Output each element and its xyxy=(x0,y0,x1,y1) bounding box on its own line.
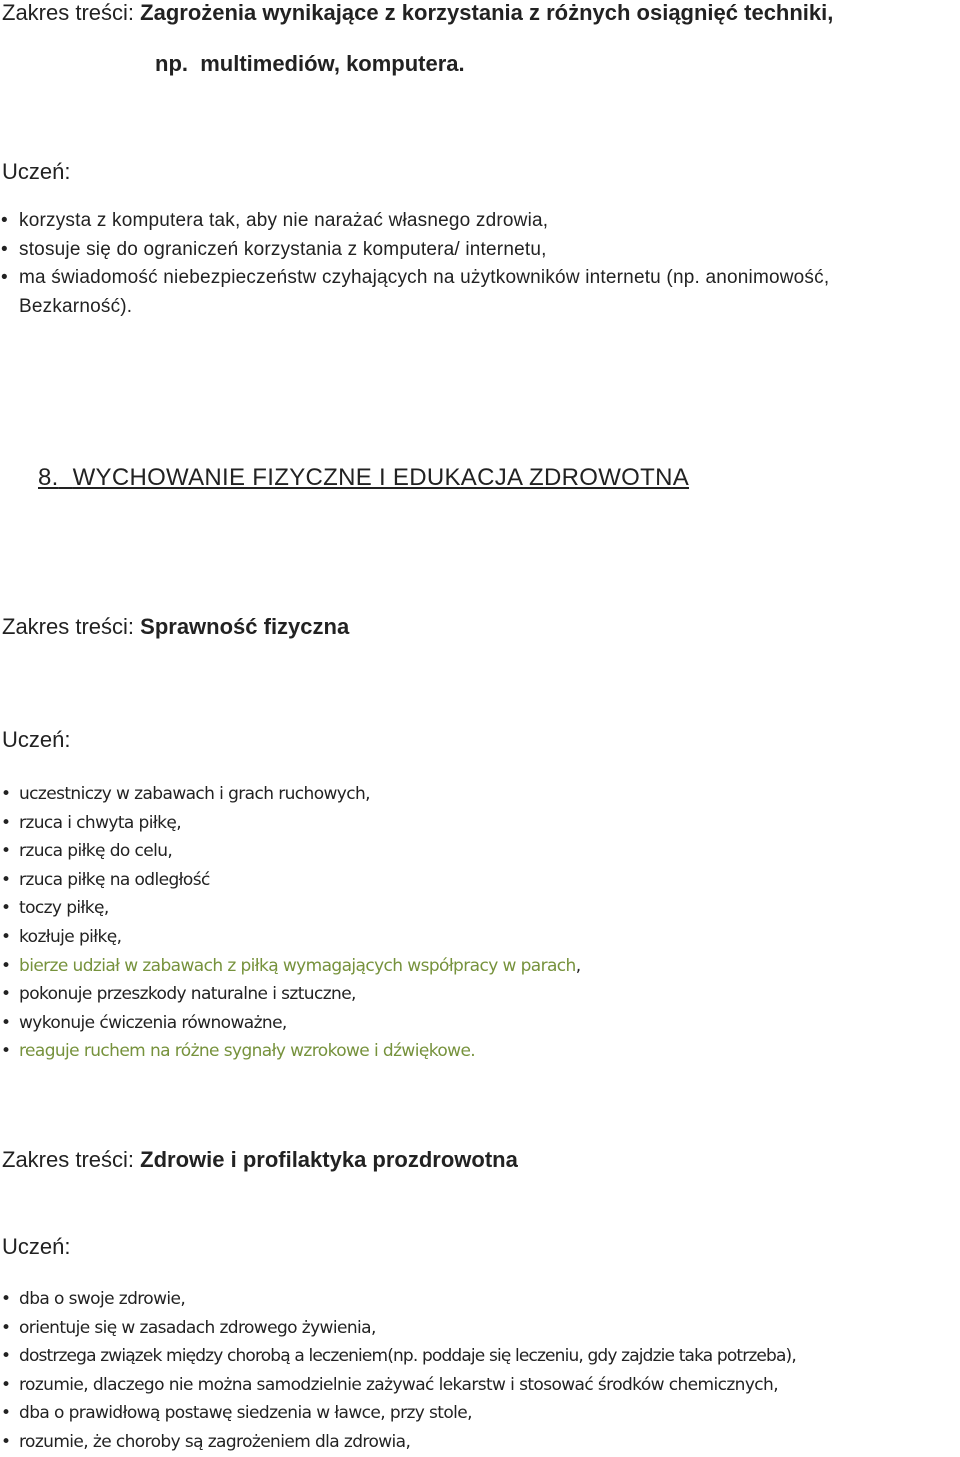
list-item: • wykonuje ćwiczenia równoważne, xyxy=(0,1009,960,1038)
bullet-icon: • xyxy=(1,267,8,288)
section1-title-continuation: np. multimediów, komputera. xyxy=(155,51,465,76)
bullet-icon: • xyxy=(1,1374,11,1395)
bullet-icon: • xyxy=(1,869,11,890)
bullet-icon: • xyxy=(1,1403,11,1424)
chapter-heading xyxy=(38,464,689,492)
list-item: • orientuje się w zasadach zdrowego żywienia, xyxy=(0,1314,960,1343)
section1-title: Zagrożenia wynikające z korzystania z różnych osiągnięć techniki, xyxy=(140,0,834,25)
list-item: • dostrzega związek między chorobą a leczeniem(np. poddaje się leczeniu, gdy zajdzie taka potrzeba), xyxy=(0,1342,960,1371)
list-item: • ma świadomość niebezpieczeństw czyhających na użytkowników internetu (np. anonimowość, xyxy=(0,264,960,293)
section3-heading xyxy=(2,1147,518,1173)
chapter-title: WYCHOWANIE FIZYCZNE I EDUKACJA ZDROWOTNA xyxy=(72,464,690,491)
bullet-icon: • xyxy=(1,1317,11,1338)
bullet-icon: • xyxy=(1,238,8,260)
bullet-icon: • xyxy=(1,984,11,1005)
bullet-icon: • xyxy=(1,812,11,833)
section2-title: Sprawność fizyczna xyxy=(140,614,350,639)
section1-list xyxy=(0,207,960,321)
section1-uczen: Uczeń: xyxy=(2,159,71,184)
list-item: • toczy piłkę, xyxy=(0,894,960,923)
section2-prefix: Zakres treści: xyxy=(2,614,141,639)
list-item: • rozumie, dlaczego nie można samodzielnie zażywać lekarstw i stosować środków chemicznych, xyxy=(0,1371,960,1400)
list-item: • rzuca piłkę na odległość xyxy=(0,866,960,895)
chapter-number: 8. xyxy=(38,464,59,491)
bullet-icon: • xyxy=(1,955,11,976)
list-item: • kozłuje piłkę, xyxy=(0,923,960,952)
bullet-icon: • xyxy=(1,1041,11,1062)
section1-prefix: Zakres treści: xyxy=(2,0,141,25)
list-item: • rzuca piłkę do celu, xyxy=(0,837,960,866)
list-item: • rzuca i chwyta piłkę, xyxy=(0,809,960,838)
bullet-icon: • xyxy=(1,926,11,947)
bullet-icon: • xyxy=(1,841,11,862)
section3-list xyxy=(0,1285,960,1457)
list-item: • pokonuje przeszkody naturalne i sztuczne, xyxy=(0,980,960,1009)
bullet-icon: • xyxy=(1,898,11,919)
bullet-icon: • xyxy=(1,1346,11,1367)
bullet-icon: • xyxy=(1,784,11,804)
bullet-icon: • xyxy=(1,210,8,231)
section3-prefix: Zakres treści: xyxy=(2,1147,141,1172)
list-item: • bierze udział w zabawach z piłką wymagających współpracy w parach, xyxy=(0,952,960,981)
list-item: • korzysta z komputera tak, aby nie narażać własnego zdrowia, xyxy=(0,207,960,236)
bullet-icon: • xyxy=(1,1431,11,1452)
section3-uczen: Uczeń: xyxy=(2,1234,71,1259)
bullet-icon: • xyxy=(1,1012,11,1033)
list-item: • reaguje ruchem na różne sygnały wzrokowe i dźwiękowe. xyxy=(0,1037,960,1066)
list-item-wrap: Bezkarność). xyxy=(19,295,133,317)
section2-heading xyxy=(2,614,349,640)
section2-uczen: Uczeń: xyxy=(2,727,71,752)
list-item: • dba o swoje zdrowie, xyxy=(0,1285,960,1314)
section1-heading xyxy=(2,0,833,26)
section3-title: Zdrowie i profilaktyka prozdrowotna xyxy=(140,1147,518,1172)
bullet-icon: • xyxy=(1,1289,11,1309)
list-item: • rozumie, że choroby są zagrożeniem dla zdrowia, xyxy=(0,1428,960,1457)
list-item: • dba o prawidłową postawę siedzenia w ławce, przy stole, xyxy=(0,1399,960,1428)
list-item: • uczestniczy w zabawach i grach ruchowych, xyxy=(0,780,960,809)
list-item: • stosuje się do ograniczeń korzystania z komputera/ internetu, xyxy=(0,236,960,265)
section2-list xyxy=(0,780,960,1066)
